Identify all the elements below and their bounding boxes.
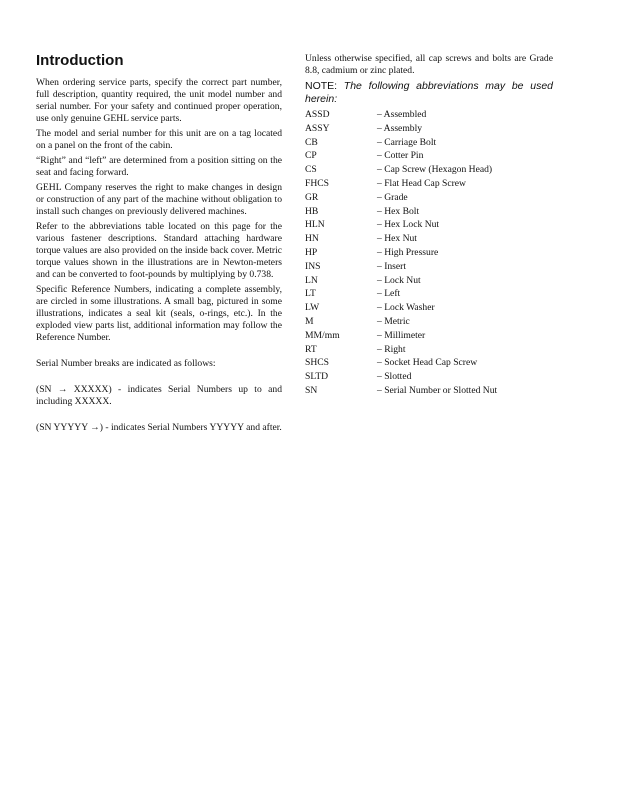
abbreviation-meaning: – Insert: [377, 260, 407, 272]
abbreviation-row: [305, 219, 497, 233]
abbreviation-row: [305, 206, 497, 220]
abbreviation-meaning: – Assembled: [377, 109, 427, 120]
abbreviation-meaning: – Right: [377, 343, 406, 355]
abbreviation-meaning: – Cotter Pin: [377, 150, 424, 162]
abbreviation-meaning: – Slotted: [377, 371, 412, 383]
note-block: [305, 80, 553, 105]
abbreviation-code: INS: [305, 260, 321, 272]
abbreviation-meaning: – Cap Screw (Hexagon Head): [377, 164, 493, 176]
note-text: The following abbreviations may be used herein:: [305, 80, 553, 105]
abbreviation-meaning: – Hex Lock Nut: [377, 219, 440, 231]
abbreviation-row: [305, 164, 497, 178]
abbreviation-row: [305, 137, 497, 151]
abbreviation-meaning: – Lock Nut: [377, 274, 421, 286]
abbreviation-row: [305, 371, 497, 385]
abbreviation-code: ASSY: [305, 122, 330, 134]
abbreviation-code: CB: [305, 136, 318, 148]
abbreviation-code: CS: [305, 164, 317, 176]
paragraph-serial-breaks: Serial Number breaks are indicated as follows:: [36, 358, 216, 369]
abbreviation-row: [305, 316, 497, 330]
abbreviation-code: GR: [305, 191, 319, 203]
paragraph-torque-values: Refer to the abbreviations table located on this page for the various fastener descriptions. Standard attaching hardware torque values are also provided on the inside back cover. Metric torque values shown in the illustrations are in Newton-meters and can be converted to foot-pounds by multiplying by 0.738.: [36, 221, 282, 280]
paragraph-reference-numbers: Specific Reference Numbers, indicating a complete assembly, are circled in some illustrations. A small bag, pictured in some illustrations, indicates a seal kit (seals, o-rings, etc.). In the exploded view parts list, additional information may follow the Reference Number.: [36, 284, 282, 343]
abbreviation-row: [305, 178, 497, 192]
abbreviation-code: MM/mm: [305, 329, 340, 341]
abbreviation-code: HP: [305, 246, 318, 258]
abbreviation-code: SHCS: [305, 357, 329, 369]
paragraph-design-changes: GEHL Company reserves the right to make changes in design or construction of any part of the machine without obligation to install such changes on previously delivered machines.: [36, 182, 282, 217]
abbreviation-code: LW: [305, 302, 320, 314]
abbreviation-row: [305, 330, 497, 344]
abbreviation-code: HB: [305, 205, 319, 217]
abbreviation-code: HN: [305, 233, 319, 245]
abbreviation-row: [305, 192, 497, 206]
abbreviation-code: HLN: [305, 219, 325, 231]
abbreviation-meaning: – High Pressure: [377, 246, 439, 258]
section-title: Introduction: [36, 52, 124, 69]
abbreviation-row: [305, 261, 497, 275]
abbreviation-row: [305, 288, 497, 302]
abbreviation-row: [305, 109, 497, 123]
abbreviation-meaning: – Grade: [377, 191, 408, 203]
abbreviation-code: RT: [305, 343, 317, 355]
abbreviation-meaning: – Hex Bolt: [377, 205, 420, 217]
abbreviation-code: SLTD: [305, 371, 329, 383]
abbreviation-row: [305, 385, 497, 399]
abbreviation-code: LN: [305, 274, 318, 286]
abbreviation-meaning: – Carriage Bolt: [377, 136, 437, 148]
abbreviation-row: [305, 344, 497, 358]
abbreviation-row: [305, 233, 497, 247]
abbreviation-meaning: – Metric: [377, 315, 410, 327]
abbreviation-code: M: [305, 315, 314, 327]
abbreviation-meaning: – Lock Washer: [377, 302, 435, 314]
abbreviation-meaning: – Serial Number or Slotted Nut: [377, 384, 498, 396]
abbreviation-row: [305, 247, 497, 261]
abbreviation-meaning: – Millimeter: [377, 329, 426, 341]
abbreviation-code: SN: [305, 384, 318, 396]
abbreviation-row: [305, 150, 497, 164]
paragraph-right-left: “Right” and “left” are determined from a position sitting on the seat and facing forward.: [36, 155, 282, 178]
abbreviation-meaning: – Socket Head Cap Screw: [377, 357, 478, 369]
left-column: [36, 52, 282, 437]
abbreviation-row: [305, 123, 497, 137]
abbreviation-row: [305, 357, 497, 371]
paragraph-grade-info: Unless otherwise specified, all cap screws and bolts are Grade 8.8, cadmium or zinc plated.: [305, 53, 553, 76]
paragraph-serial-tag: The model and serial number for this unit are on a tag located on a panel on the front of the cabin.: [36, 128, 282, 151]
abbreviations-table: [305, 109, 497, 399]
paragraph-ordering-parts: When ordering service parts, specify the correct part number, full description, quantity required, the unit model number and serial number. For your safety and continued proper operation, use only genuine GEHL service parts.: [36, 77, 282, 124]
right-column: [305, 53, 553, 399]
abbreviation-code: CP: [305, 150, 317, 162]
abbreviation-row: [305, 302, 497, 316]
abbreviation-code: LT: [305, 288, 316, 300]
abbreviation-row: [305, 275, 497, 289]
abbreviation-meaning: – Hex Nut: [377, 233, 417, 245]
abbreviation-code: FHCS: [305, 177, 329, 189]
abbreviation-meaning: – Flat Head Cap Screw: [377, 177, 466, 189]
paragraph-sn-after: (SN YYYYY →) - indicates Serial Numbers YYYYY and after.: [36, 422, 282, 433]
abbreviation-meaning: – Left: [377, 288, 401, 300]
abbreviation-meaning: – Assembly: [377, 122, 423, 134]
abbreviation-code: ASSD: [305, 109, 330, 120]
paragraph-sn-up-to: (SN → XXXXX) - indicates Serial Numbers up to and including XXXXX.: [36, 384, 282, 407]
note-label: NOTE:: [305, 80, 338, 92]
